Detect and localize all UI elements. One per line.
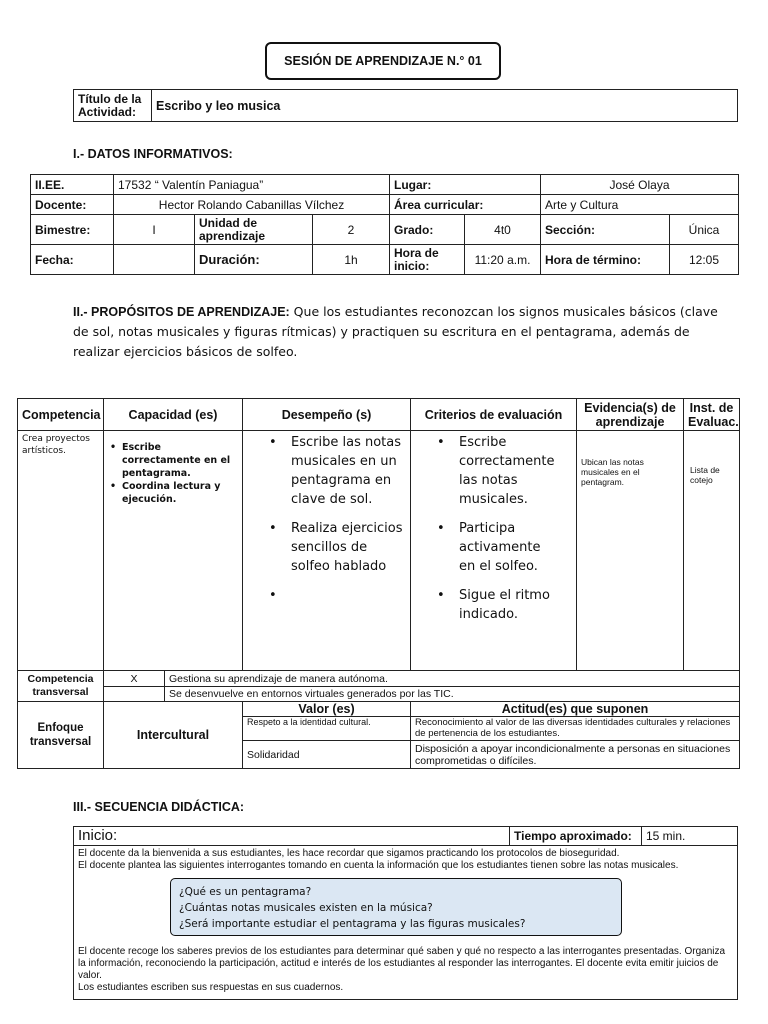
desempenos-list xyxy=(243,433,410,576)
section-2-heading: II.- PROPÓSITOS DE APRENDIZAJE: xyxy=(73,305,290,319)
section-3-heading: III.- SECUENCIA DIDÁCTICA: xyxy=(73,800,245,814)
capacidad-item: • Escribe correctamente en el pentagrama. xyxy=(110,441,240,480)
fecha-value xyxy=(114,245,195,275)
transversal-label: Competencia transversal xyxy=(18,671,104,702)
header-desempeno: Desempeño (s) xyxy=(243,399,411,431)
hora-termino-value: 12:05 xyxy=(670,245,739,275)
capacidades-cell xyxy=(104,431,243,671)
hora-inicio-label: Hora de inicio: xyxy=(390,245,465,275)
inicio-paragraph: El docente da la bienvenida a sus estudiantes, les hace recordar que sigamos practicando los protocolos de bioseguridad. xyxy=(78,848,620,859)
transversal-empty-cell xyxy=(104,687,165,702)
criterio-item: • Escribe correctamente las notas musicales. xyxy=(437,433,557,509)
enfoque-value: Intercultural xyxy=(104,702,243,769)
question-item: ¿Qué es un pentagrama? xyxy=(179,886,312,898)
question-item: ¿Será importante estudiar el pentagrama y las figuras musicales? xyxy=(179,918,526,930)
area-label: Área curricular: xyxy=(390,195,541,215)
grado-value: 4t0 xyxy=(465,215,541,245)
actitud-header: Actitud(es) que suponen xyxy=(411,702,740,717)
inicio-paragraph: El docente plantea las siguientes interrogantes tomando en cuenta la información que los estudiantes tienen sobre las notas musicales. xyxy=(78,860,679,871)
actitud-1: Reconocimiento al valor de las diversas identidades culturales y relaciones de pertenencia de los estudiantes. xyxy=(411,717,740,741)
valor-1: Respeto a la identidad cultural. xyxy=(243,717,411,741)
lugar-value: José Olaya xyxy=(541,175,739,195)
desempeno-item: • Realiza ejercicios sencillos de solfeo hablado xyxy=(269,519,410,576)
criterio-item: • Participa activamente en el solfeo. xyxy=(437,519,557,576)
iiee-label: II.EE. xyxy=(31,175,114,195)
unidad-value: 2 xyxy=(313,215,390,245)
criterios-cell xyxy=(411,431,577,671)
desempenos-cell xyxy=(243,431,411,671)
inicio-label: Inicio: xyxy=(74,827,510,846)
unidad-label: Unidad de aprendizaje xyxy=(195,215,313,245)
instrumento-value: Lista de cotejo xyxy=(684,431,740,671)
header-criterios: Criterios de evaluación xyxy=(411,399,577,431)
bimestre-value: I xyxy=(114,215,195,245)
transversal-2: Se desenvuelve en entornos virtuales generados por las TIC. xyxy=(165,687,740,702)
seccion-value: Única xyxy=(670,215,739,245)
transversal-check: X xyxy=(104,671,165,687)
docente-value: Hector Rolando Cabanillas Vílchez xyxy=(114,195,390,215)
fecha-label: Fecha: xyxy=(31,245,114,275)
area-value: Arte y Cultura xyxy=(541,195,739,215)
iiee-value: 17532 “ Valentín Paniagua” xyxy=(114,175,390,195)
tiempo-value: 15 min. xyxy=(642,827,738,846)
session-title: SESIÓN DE APRENDIZAJE N.° 01 xyxy=(265,42,501,80)
section-1-heading: I.- DATOS INFORMATIVOS: xyxy=(73,147,233,161)
guiding-questions-box xyxy=(170,878,622,936)
learning-purpose xyxy=(73,302,723,362)
inicio-paragraph: Los estudiantes escriben sus respuestas en sus cuadernos. xyxy=(78,982,344,993)
seccion-label: Sección: xyxy=(541,215,670,245)
criterio-item: • Sigue el ritmo indicado. xyxy=(437,586,557,624)
capacidades-list xyxy=(106,441,240,506)
valor-header: Valor (es) xyxy=(243,702,411,717)
hora-inicio-value: 11:20 a.m. xyxy=(465,245,541,275)
competency-table xyxy=(17,398,740,769)
inicio-paragraph: El docente recoge los saberes previos de los estudiantes para determinar qué saben y qué no respecto a las interrogantes presentadas. Organiza la información, reconociendo la participación, actitud e interés de los estudiantes al responder las interrogantes. El docente evita emitir juicios de valor. xyxy=(78,946,726,981)
header-competencia: Competencia xyxy=(18,399,104,431)
question-item: ¿Cuántas notas musicales existen en la música? xyxy=(179,902,433,914)
transversal-1: Gestiona su aprendizaje de manera autónoma. xyxy=(165,671,740,687)
grado-label: Grado: xyxy=(390,215,465,245)
activity-title-value: Escribo y leo musica xyxy=(152,90,738,122)
duracion-label: Duración: xyxy=(195,245,313,275)
enfoque-label: Enfoque transversal xyxy=(18,702,104,769)
header-instrumento: Inst. de Evaluac. xyxy=(684,399,740,431)
duracion-value: 1h xyxy=(313,245,390,275)
header-capacidad: Capacidad (es) xyxy=(104,399,243,431)
competencia-value: Crea proyectos artísticos. xyxy=(18,431,104,671)
evidencia-value: Ubican las notas musicales en el pentagram. xyxy=(581,457,644,487)
activity-title-table xyxy=(73,89,738,122)
criterios-list xyxy=(411,433,576,624)
bimestre-label: Bimestre: xyxy=(31,215,114,245)
general-info-table xyxy=(30,174,739,275)
desempeno-item: • Escribe las notas musicales en un pentagrama en clave de sol. xyxy=(269,433,410,509)
actitud-2: Disposición a apoyar incondicionalmente a personas en situaciones comprometidas o difíciles. xyxy=(411,741,740,769)
docente-label: Docente: xyxy=(31,195,114,215)
activity-title-label: Título de la Actividad: xyxy=(74,90,152,122)
header-evidencia: Evidencia(s) de aprendizaje xyxy=(577,399,684,431)
capacidad-item: • Coordina lectura y ejecución. xyxy=(110,480,240,506)
hora-termino-label: Hora de término: xyxy=(541,245,670,275)
valor-2: Solidaridad xyxy=(243,741,411,769)
lugar-label: Lugar: xyxy=(390,175,541,195)
tiempo-label: Tiempo aproximado: xyxy=(510,827,642,846)
evidencia-cell xyxy=(577,431,684,671)
purpose-text: Que los estudiantes reconozcan los signos musicales básicos (clave de sol, notas musicales y figuras rítmicas) y practiquen su escritura en el pentagrama, además de realizar ejercicios básicos de solfeo. xyxy=(73,304,718,359)
